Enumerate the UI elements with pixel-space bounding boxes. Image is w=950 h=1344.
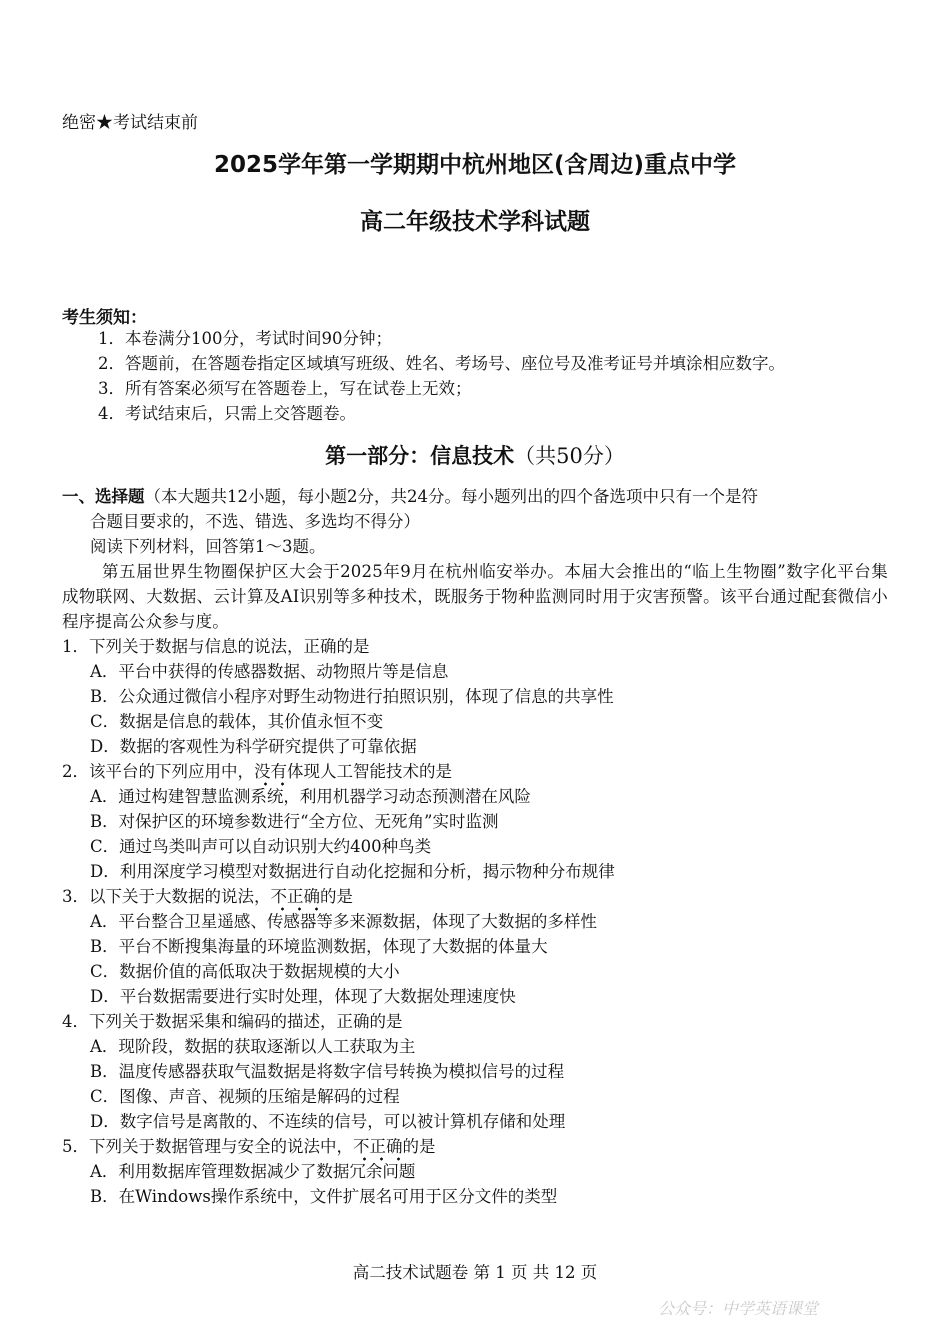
notice-item: 3．所有答案必须写在答题卷上，写在试卷上无效； — [98, 379, 472, 398]
question-1: 1．下列关于数据与信息的说法，正确的是 — [62, 637, 370, 656]
question-3: 3．以下关于大数据的说法，不正确的是 — [62, 884, 888, 909]
option: D．数据的客观性为科学研究提供了可靠依据 — [90, 737, 417, 756]
section-desc-cont: 合题目要求的，不选、错选、多选均不得分） — [90, 512, 420, 531]
option: D．数字信号是离散的、不连续的信号，可以被计算机存储和处理 — [90, 1112, 566, 1131]
question-body — [62, 484, 888, 1209]
option: C．数据是信息的载体，其价值永恒不变 — [90, 712, 384, 731]
notice-item: 4．考试结束后，只需上交答题卷。 — [98, 404, 356, 423]
part-title: 第一部分：信息技术 — [325, 444, 515, 468]
option: B．温度传感器获取气温数据是将数字信号转换为模拟信号的过程 — [90, 1062, 565, 1081]
option: A．现阶段，数据的获取逐渐以人工获取为主 — [90, 1037, 416, 1056]
option: A．利用数据库管理数据减少了数据冗余问题 — [90, 1162, 416, 1181]
notice-item: 1．本卷满分100分，考试时间90分钟； — [98, 329, 392, 348]
notice-list — [98, 326, 785, 426]
option: A．通过构建智慧监测系统，利用机器学习动态预测潜在风险 — [90, 787, 531, 806]
notice-item: 2．答题前，在答题卷指定区域填写班级、姓名、考场号、座位号及准考证号并填涂相应数字。 — [98, 354, 785, 373]
exam-title: 2025学年第一学期期中杭州地区(含周边)重点中学 — [213, 152, 737, 178]
emphasis-mark: 没有 — [254, 762, 287, 787]
page-footer: 高二技术试题卷 第 1 页 共 12 页 — [352, 1263, 598, 1282]
option: C．数据价值的高低取决于数据规模的大小 — [90, 962, 400, 981]
part-heading — [0, 440, 950, 470]
question-2: 2．该平台的下列应用中，没有体现人工智能技术的是 — [62, 759, 888, 784]
option: C．图像、声音、视频的压缩是解码的过程 — [90, 1087, 400, 1106]
option: B．公众通过微信小程序对野生动物进行拍照识别，体现了信息的共享性 — [90, 687, 614, 706]
option: D．利用深度学习模型对数据进行自动化挖掘和分析，揭示物种分布规律 — [90, 862, 615, 881]
emphasis-mark: 不正确 — [353, 1137, 403, 1162]
option: C．通过鸟类叫声可以自动识别大约400种鸟类 — [90, 837, 432, 856]
option: D．平台数据需要进行实时处理，体现了大数据处理速度快 — [90, 987, 516, 1006]
emphasis-mark: 不正确 — [271, 887, 321, 912]
section-label: 一、选择题 — [62, 487, 145, 506]
exam-subtitle: 高二年级技术学科试题 — [360, 209, 590, 235]
option: B．对保护区的环境参数进行“全方位、无死角”实时监测 — [90, 812, 499, 831]
question-5: 5．下列关于数据管理与安全的说法中，不正确的是 — [62, 1134, 888, 1159]
confidential-label: 绝密★考试结束前 — [62, 113, 198, 133]
option: A．平台中获得的传感器数据、动物照片等是信息 — [90, 662, 449, 681]
reading-material: 第五届世界生物圈保护区大会于2025年9月在杭州临安举办。本届大会推出的“临上生物圈”数字化平台集成物联网、大数据、云计算及AI识别等多种技术，既服务于物种监测同时用于灾害预警。该平台通过配套微信小程序提高公众参与度。 — [62, 562, 888, 631]
part-score: （共50分） — [514, 444, 625, 468]
section-heading — [62, 484, 888, 509]
watermark: 公众号：中学英语课堂 — [658, 1299, 819, 1318]
option: B．平台不断搜集海量的环境监测数据，体现了大数据的体量大 — [90, 937, 548, 956]
option: B．在Windows操作系统中，文件扩展名可用于区分文件的类型 — [90, 1187, 558, 1206]
section-desc: （本大题共12小题，每小题2分，共24分。每小题列出的四个备选项中只有一个是符 — [144, 487, 758, 506]
notice-heading: 考生须知： — [62, 308, 147, 328]
reading-instruction: 阅读下列材料，回答第1～3题。 — [90, 537, 326, 556]
option: A．平台整合卫星遥感、传感器等多来源数据，体现了大数据的多样性 — [90, 912, 597, 931]
question-4: 4．下列关于数据采集和编码的描述，正确的是 — [62, 1012, 403, 1031]
